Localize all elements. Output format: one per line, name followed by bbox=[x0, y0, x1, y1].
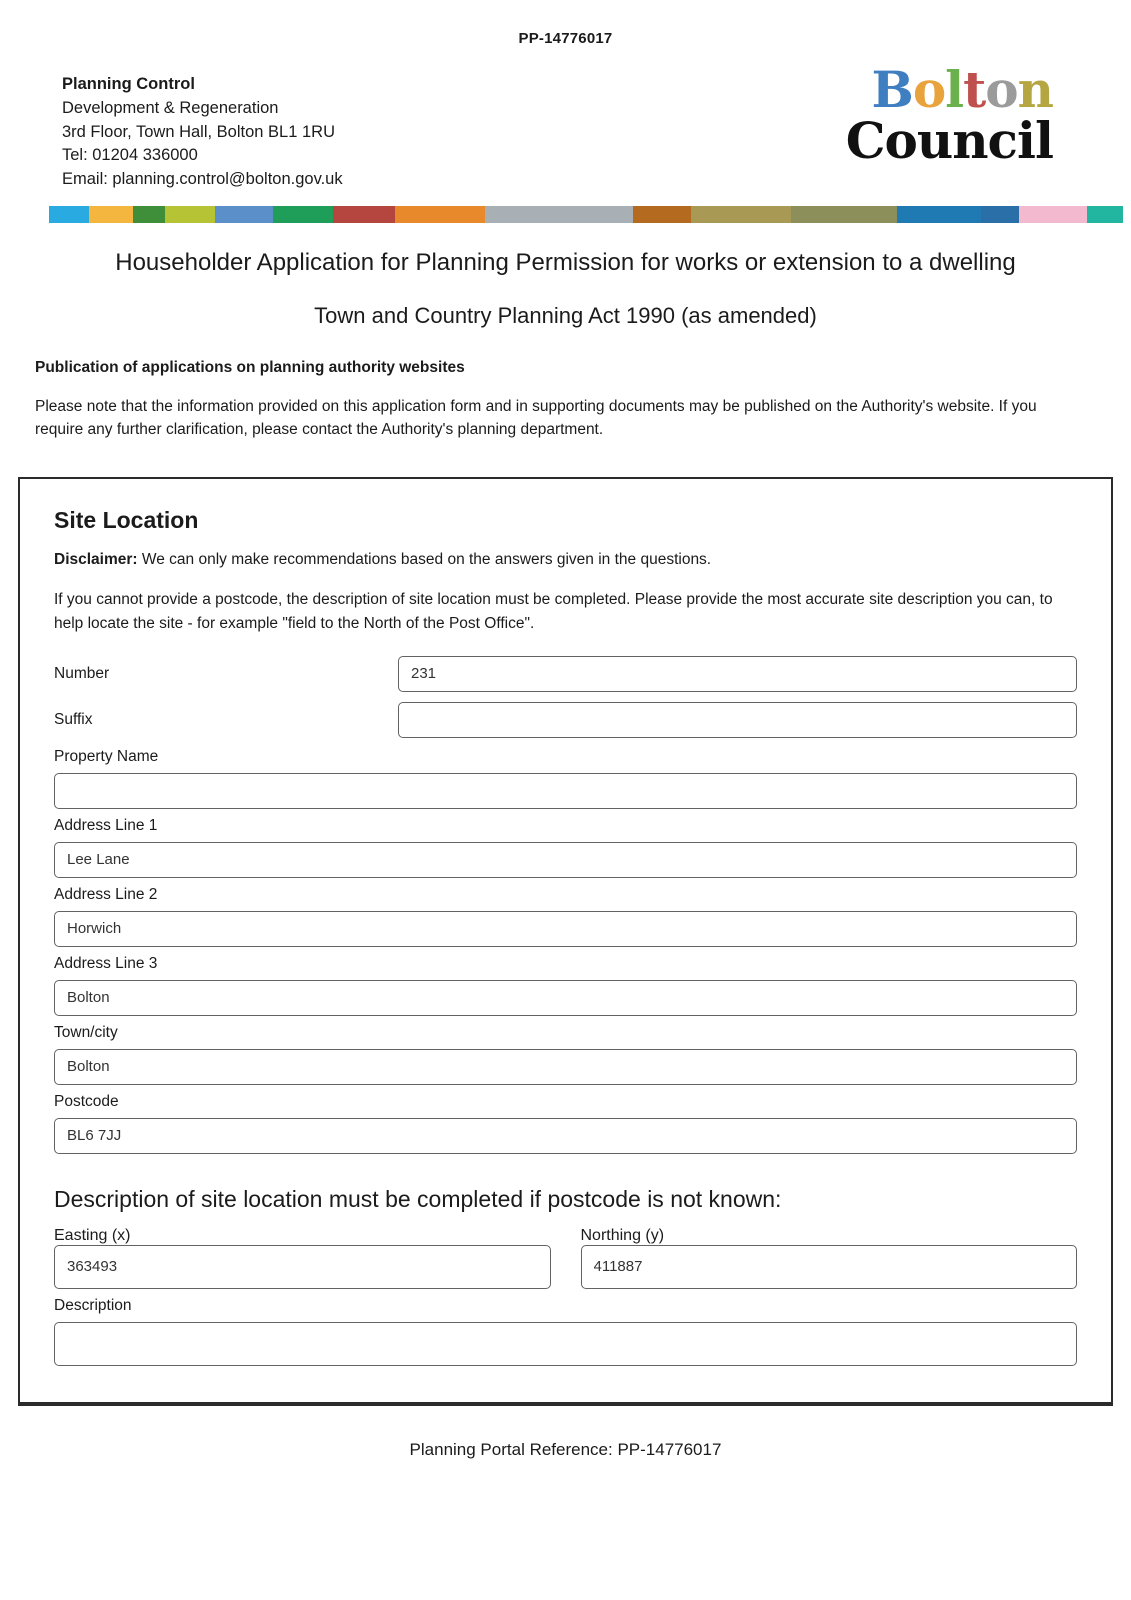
council-address-block bbox=[62, 73, 343, 192]
council-email: Email: planning.control@bolton.gov.uk bbox=[62, 170, 343, 188]
address-line-3-input[interactable] bbox=[54, 980, 1077, 1016]
coordinates-row bbox=[54, 1227, 1077, 1289]
council-telephone: Tel: 01204 336000 bbox=[62, 146, 198, 165]
postcode-input[interactable] bbox=[54, 1118, 1077, 1154]
suffix-input[interactable] bbox=[398, 702, 1077, 738]
form-main-title: Householder Application for Planning Permission for works or extension to a dwelling bbox=[115, 248, 1016, 276]
northing-input[interactable] bbox=[581, 1245, 1078, 1289]
address-line-3-label: Address Line 3 bbox=[54, 954, 158, 972]
description-row bbox=[54, 1297, 1077, 1366]
northing-label: Northing (y) bbox=[580, 1226, 665, 1244]
bolton-council-logo bbox=[845, 60, 1071, 170]
site-location-disclaimer bbox=[54, 548, 1077, 571]
property-name-row bbox=[54, 748, 1077, 809]
easting-field-group bbox=[54, 1227, 551, 1289]
northing-field-group bbox=[581, 1227, 1078, 1289]
number-row bbox=[54, 656, 1077, 692]
suffix-row bbox=[54, 702, 1077, 738]
easting-input[interactable] bbox=[54, 1245, 551, 1289]
property-name-label: Property Name bbox=[54, 747, 159, 765]
number-label: Number bbox=[54, 664, 110, 682]
logo-bolton-wordmark: Bolton bbox=[871, 60, 1053, 119]
address-line-2-input[interactable] bbox=[54, 911, 1077, 947]
council-division: Development & Regeneration bbox=[62, 98, 279, 117]
postcode-row bbox=[54, 1093, 1077, 1154]
postcode-label: Postcode bbox=[54, 1092, 119, 1110]
disclaimer-label: Disclaimer: bbox=[54, 551, 138, 569]
address-line-1-row bbox=[54, 817, 1077, 878]
site-location-heading: Site Location bbox=[54, 507, 199, 534]
logo-council-wordmark: Council bbox=[845, 111, 1053, 170]
form-sub-title: Town and Country Planning Act 1990 (as amended) bbox=[314, 302, 817, 328]
page-footer: Planning Portal Reference: PP-14776017 bbox=[409, 1439, 722, 1459]
publication-heading: Publication of applications on planning authority websites bbox=[35, 358, 465, 376]
suffix-label: Suffix bbox=[54, 710, 93, 728]
site-location-helper-text: If you cannot provide a postcode, the description of site location must be completed. Please provide the most accurate site description you can, to help locate the site - for example "field to the North of the Post Office". bbox=[54, 590, 1053, 632]
brand-colour-bar bbox=[33, 206, 1098, 223]
address-line-3-row bbox=[54, 955, 1077, 1016]
disclaimer-text: We can only make recommendations based on the answers given in the questions. bbox=[137, 551, 712, 569]
document-reference: PP-14776017 bbox=[518, 30, 613, 47]
address-line-2-row bbox=[54, 886, 1077, 947]
address-line-1-input[interactable] bbox=[54, 842, 1077, 878]
description-input[interactable] bbox=[54, 1322, 1077, 1366]
property-name-input[interactable] bbox=[54, 773, 1077, 809]
description-section-heading: Description of site location must be completed if postcode is not known: bbox=[54, 1185, 782, 1212]
easting-label: Easting (x) bbox=[54, 1226, 131, 1244]
number-input[interactable] bbox=[398, 656, 1077, 692]
council-department: Planning Control bbox=[62, 75, 195, 93]
council-address: 3rd Floor, Town Hall, Bolton BL1 1RU bbox=[62, 122, 335, 141]
letterhead bbox=[0, 47, 1131, 192]
town-city-input[interactable] bbox=[54, 1049, 1077, 1085]
publication-body: Please note that the information provided on this application form and in supporting documents may be published on the Authority's website. If you require any further clarification, please contact the Authority's planning department. bbox=[35, 397, 1037, 438]
address-line-1-label: Address Line 1 bbox=[54, 816, 158, 834]
town-city-label: Town/city bbox=[54, 1023, 118, 1041]
address-line-2-label: Address Line 2 bbox=[54, 885, 158, 903]
town-city-row bbox=[54, 1024, 1077, 1085]
site-location-section bbox=[18, 477, 1113, 1403]
description-label: Description bbox=[54, 1296, 132, 1314]
